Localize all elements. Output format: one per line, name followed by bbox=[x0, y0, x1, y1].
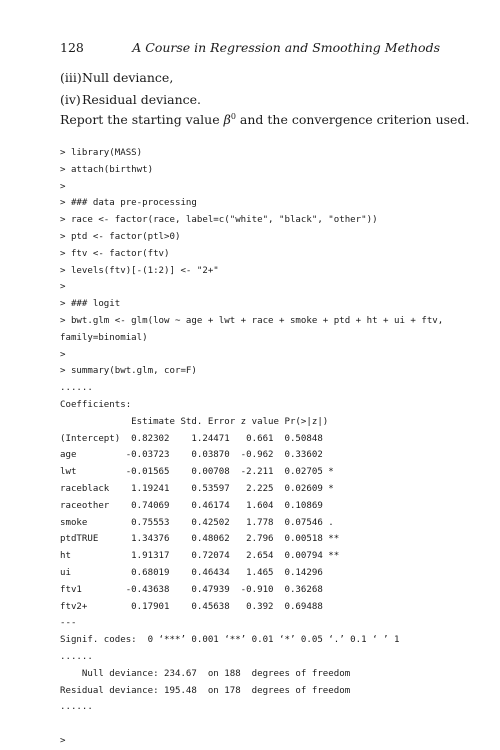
code-line: > bbox=[60, 349, 66, 360]
code-line: --- bbox=[60, 618, 77, 629]
list-item-text: Residual deviance. bbox=[82, 92, 202, 107]
code-line: > ptd <- factor(ptl>0) bbox=[60, 231, 181, 242]
code-line: > bbox=[60, 282, 66, 293]
code-line: ...... bbox=[60, 702, 93, 713]
running-title: A Course in Regression and Smoothing Methods bbox=[132, 40, 440, 55]
code-line: age -0.03723 0.03870 -0.962 0.33602 bbox=[60, 450, 323, 461]
list-item bbox=[60, 89, 201, 111]
code-line: ui 0.68019 0.46434 1.465 0.14296 bbox=[60, 567, 323, 578]
code-line: ...... bbox=[60, 383, 93, 394]
code-line: (Intercept) 0.82302 1.24471 0.661 0.50848 bbox=[60, 433, 323, 444]
code-line: > ftv <- factor(ftv) bbox=[60, 248, 170, 259]
code-line: ftv2+ 0.17901 0.45638 0.392 0.69488 bbox=[60, 601, 323, 612]
code-line: family=binomial) bbox=[60, 332, 148, 343]
code-line: ...... bbox=[60, 651, 93, 662]
code-line: > bbox=[60, 735, 66, 746]
beta-symbol: β bbox=[223, 112, 231, 128]
code-line: raceblack 1.19241 0.53597 2.225 0.02609 * bbox=[60, 483, 334, 494]
r-code-listing bbox=[60, 145, 450, 750]
code-line: Coefficients: bbox=[60, 399, 132, 410]
list-marker: (iii) bbox=[60, 70, 82, 85]
code-line: > summary(bwt.glm, cor=F) bbox=[60, 366, 197, 377]
page-header bbox=[60, 40, 440, 55]
code-line: smoke 0.75553 0.42502 1.778 0.07546 . bbox=[60, 517, 334, 528]
list-item bbox=[60, 67, 201, 89]
code-line: ptdTRUE 1.34376 0.48062 2.796 0.00518 ** bbox=[60, 534, 340, 545]
code-line: > race <- factor(race, label=c("white", "black", "other")) bbox=[60, 215, 378, 226]
code-line: ht 1.91317 0.72074 2.654 0.00794 ** bbox=[60, 551, 340, 562]
enumerated-list bbox=[60, 67, 201, 111]
code-line: > attach(birthwt) bbox=[60, 164, 154, 175]
code-line: > bbox=[60, 181, 66, 192]
code-line: Signif. codes: 0 ‘***’ 0.001 ‘**’ 0.01 ‘*’ 0.05 ‘.’ 0.1 ‘ ’ 1 bbox=[60, 635, 400, 646]
code-line: raceother 0.74069 0.46174 1.604 0.10869 bbox=[60, 500, 323, 511]
list-item-text: Null deviance, bbox=[82, 70, 174, 85]
paragraph-text: and the convergence criterion used. bbox=[235, 112, 470, 128]
code-line: > bwt.glm <- glm(low ~ age + lwt + race + smoke + ptd + ht + ui + ftv, bbox=[60, 315, 444, 326]
page-number: 128 bbox=[60, 40, 84, 55]
code-line: > ### data pre-processing bbox=[60, 198, 197, 209]
list-marker: (iv) bbox=[60, 92, 81, 107]
code-line: > ### logit bbox=[60, 299, 121, 310]
code-line: Residual deviance: 195.48 on 178 degrees of freedom bbox=[60, 685, 351, 696]
code-line bbox=[60, 716, 450, 733]
code-line: > levels(ftv)[-(1:2)] <- "2+" bbox=[60, 265, 219, 276]
code-line: lwt -0.01565 0.00708 -2.211 0.02705 * bbox=[60, 467, 334, 478]
code-line: Estimate Std. Error z value Pr(>|z|) bbox=[60, 416, 329, 427]
code-line: Null deviance: 234.67 on 188 degrees of freedom bbox=[60, 668, 351, 679]
code-line: > library(MASS) bbox=[60, 148, 143, 158]
beta-superscript: 0 bbox=[230, 112, 236, 121]
code-line: ftv1 -0.43638 0.47939 -0.910 0.36268 bbox=[60, 584, 323, 595]
instruction-paragraph bbox=[60, 112, 469, 127]
paragraph-text: Report the starting value bbox=[60, 112, 224, 128]
